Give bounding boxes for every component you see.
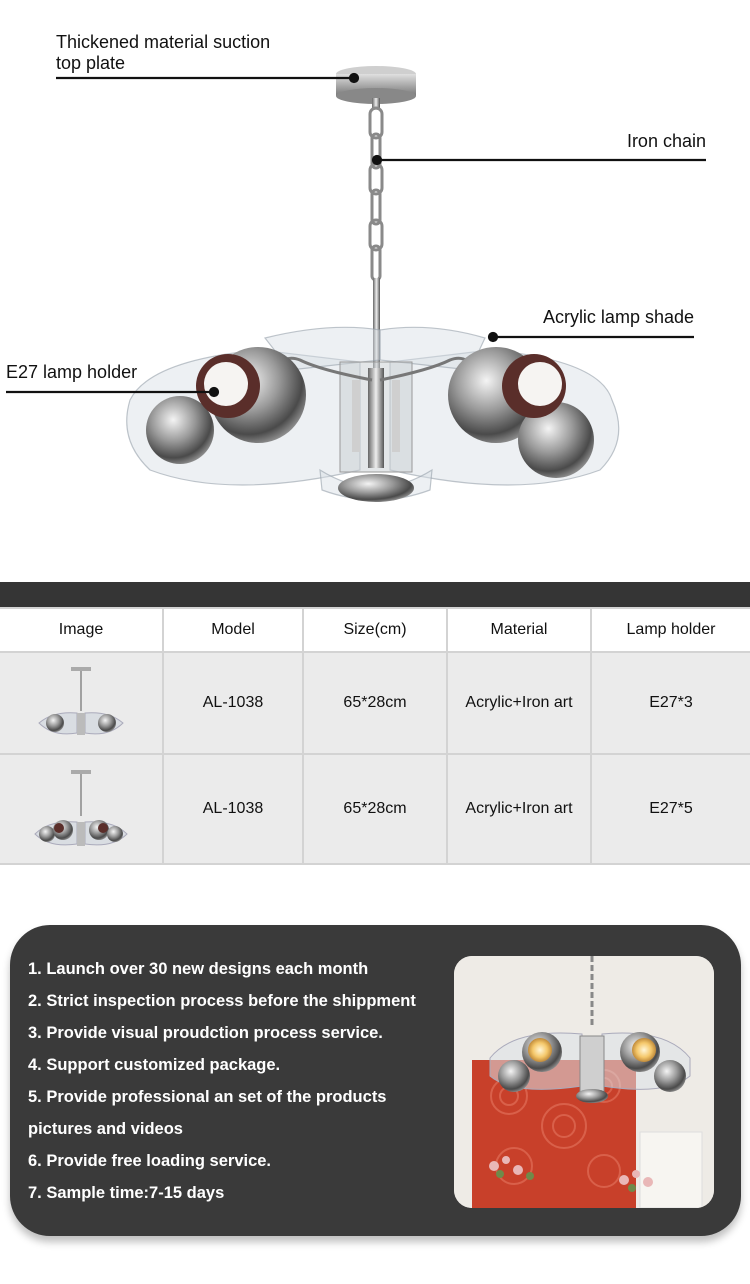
list-item: 5. Provide professional an set of the products: [28, 1088, 387, 1106]
list-item: 6. Provide free loading service.: [28, 1152, 272, 1170]
material-cell: Acrylic+Iron art: [447, 754, 591, 864]
lamp-holder-label: E27 lamp holder: [6, 362, 138, 382]
header-size: Size(cm): [303, 608, 447, 652]
iron-chain-label: Iron chain: [626, 131, 706, 151]
product-thumbnail-cell: [0, 754, 163, 864]
service-features-card: [10, 925, 741, 1236]
lamp-holder-cell: E27*5: [591, 754, 750, 864]
model-cell: AL-1038: [163, 754, 303, 864]
product-diagram: [0, 0, 750, 560]
header-model: Model: [163, 608, 303, 652]
product-thumbnail-image: [33, 663, 129, 743]
list-item: pictures and videos: [28, 1120, 183, 1138]
table-header-band: [0, 582, 750, 607]
table-header-row: [0, 608, 750, 652]
top-plate-label: [56, 32, 316, 74]
table-row: [0, 652, 750, 754]
acrylic-shade-label: Acrylic lamp shade: [542, 307, 694, 327]
top-plate-label-line2: top plate: [56, 53, 126, 73]
chandelier-illustration: [0, 0, 750, 560]
model-cell: AL-1038: [163, 652, 303, 754]
product-thumbnail-cell: [0, 652, 163, 754]
list-item: 4. Support customized package.: [28, 1056, 281, 1074]
spec-table: [0, 607, 750, 865]
product-thumbnail-image: [31, 764, 131, 854]
list-item: 2. Strict inspection process before the shippment: [28, 992, 416, 1010]
top-plate-label-line1: Thickened material suction: [56, 32, 271, 52]
header-lamp-holder: Lamp holder: [591, 608, 750, 652]
list-item: 1. Launch over 30 new designs each month: [28, 960, 369, 978]
list-item: 3. Provide visual proudction process service.: [28, 1024, 383, 1042]
material-cell: Acrylic+Iron art: [447, 652, 591, 754]
size-cell: 65*28cm: [303, 652, 447, 754]
room-scene-photo: [454, 956, 714, 1208]
features-list: [28, 953, 438, 1209]
header-material: Material: [447, 608, 591, 652]
size-cell: 65*28cm: [303, 754, 447, 864]
table-row: [0, 754, 750, 864]
lamp-holder-cell: E27*3: [591, 652, 750, 754]
chandelier-room-photo: [454, 956, 714, 1208]
header-image: Image: [0, 608, 163, 652]
list-item: 7. Sample time:7-15 days: [28, 1184, 225, 1202]
